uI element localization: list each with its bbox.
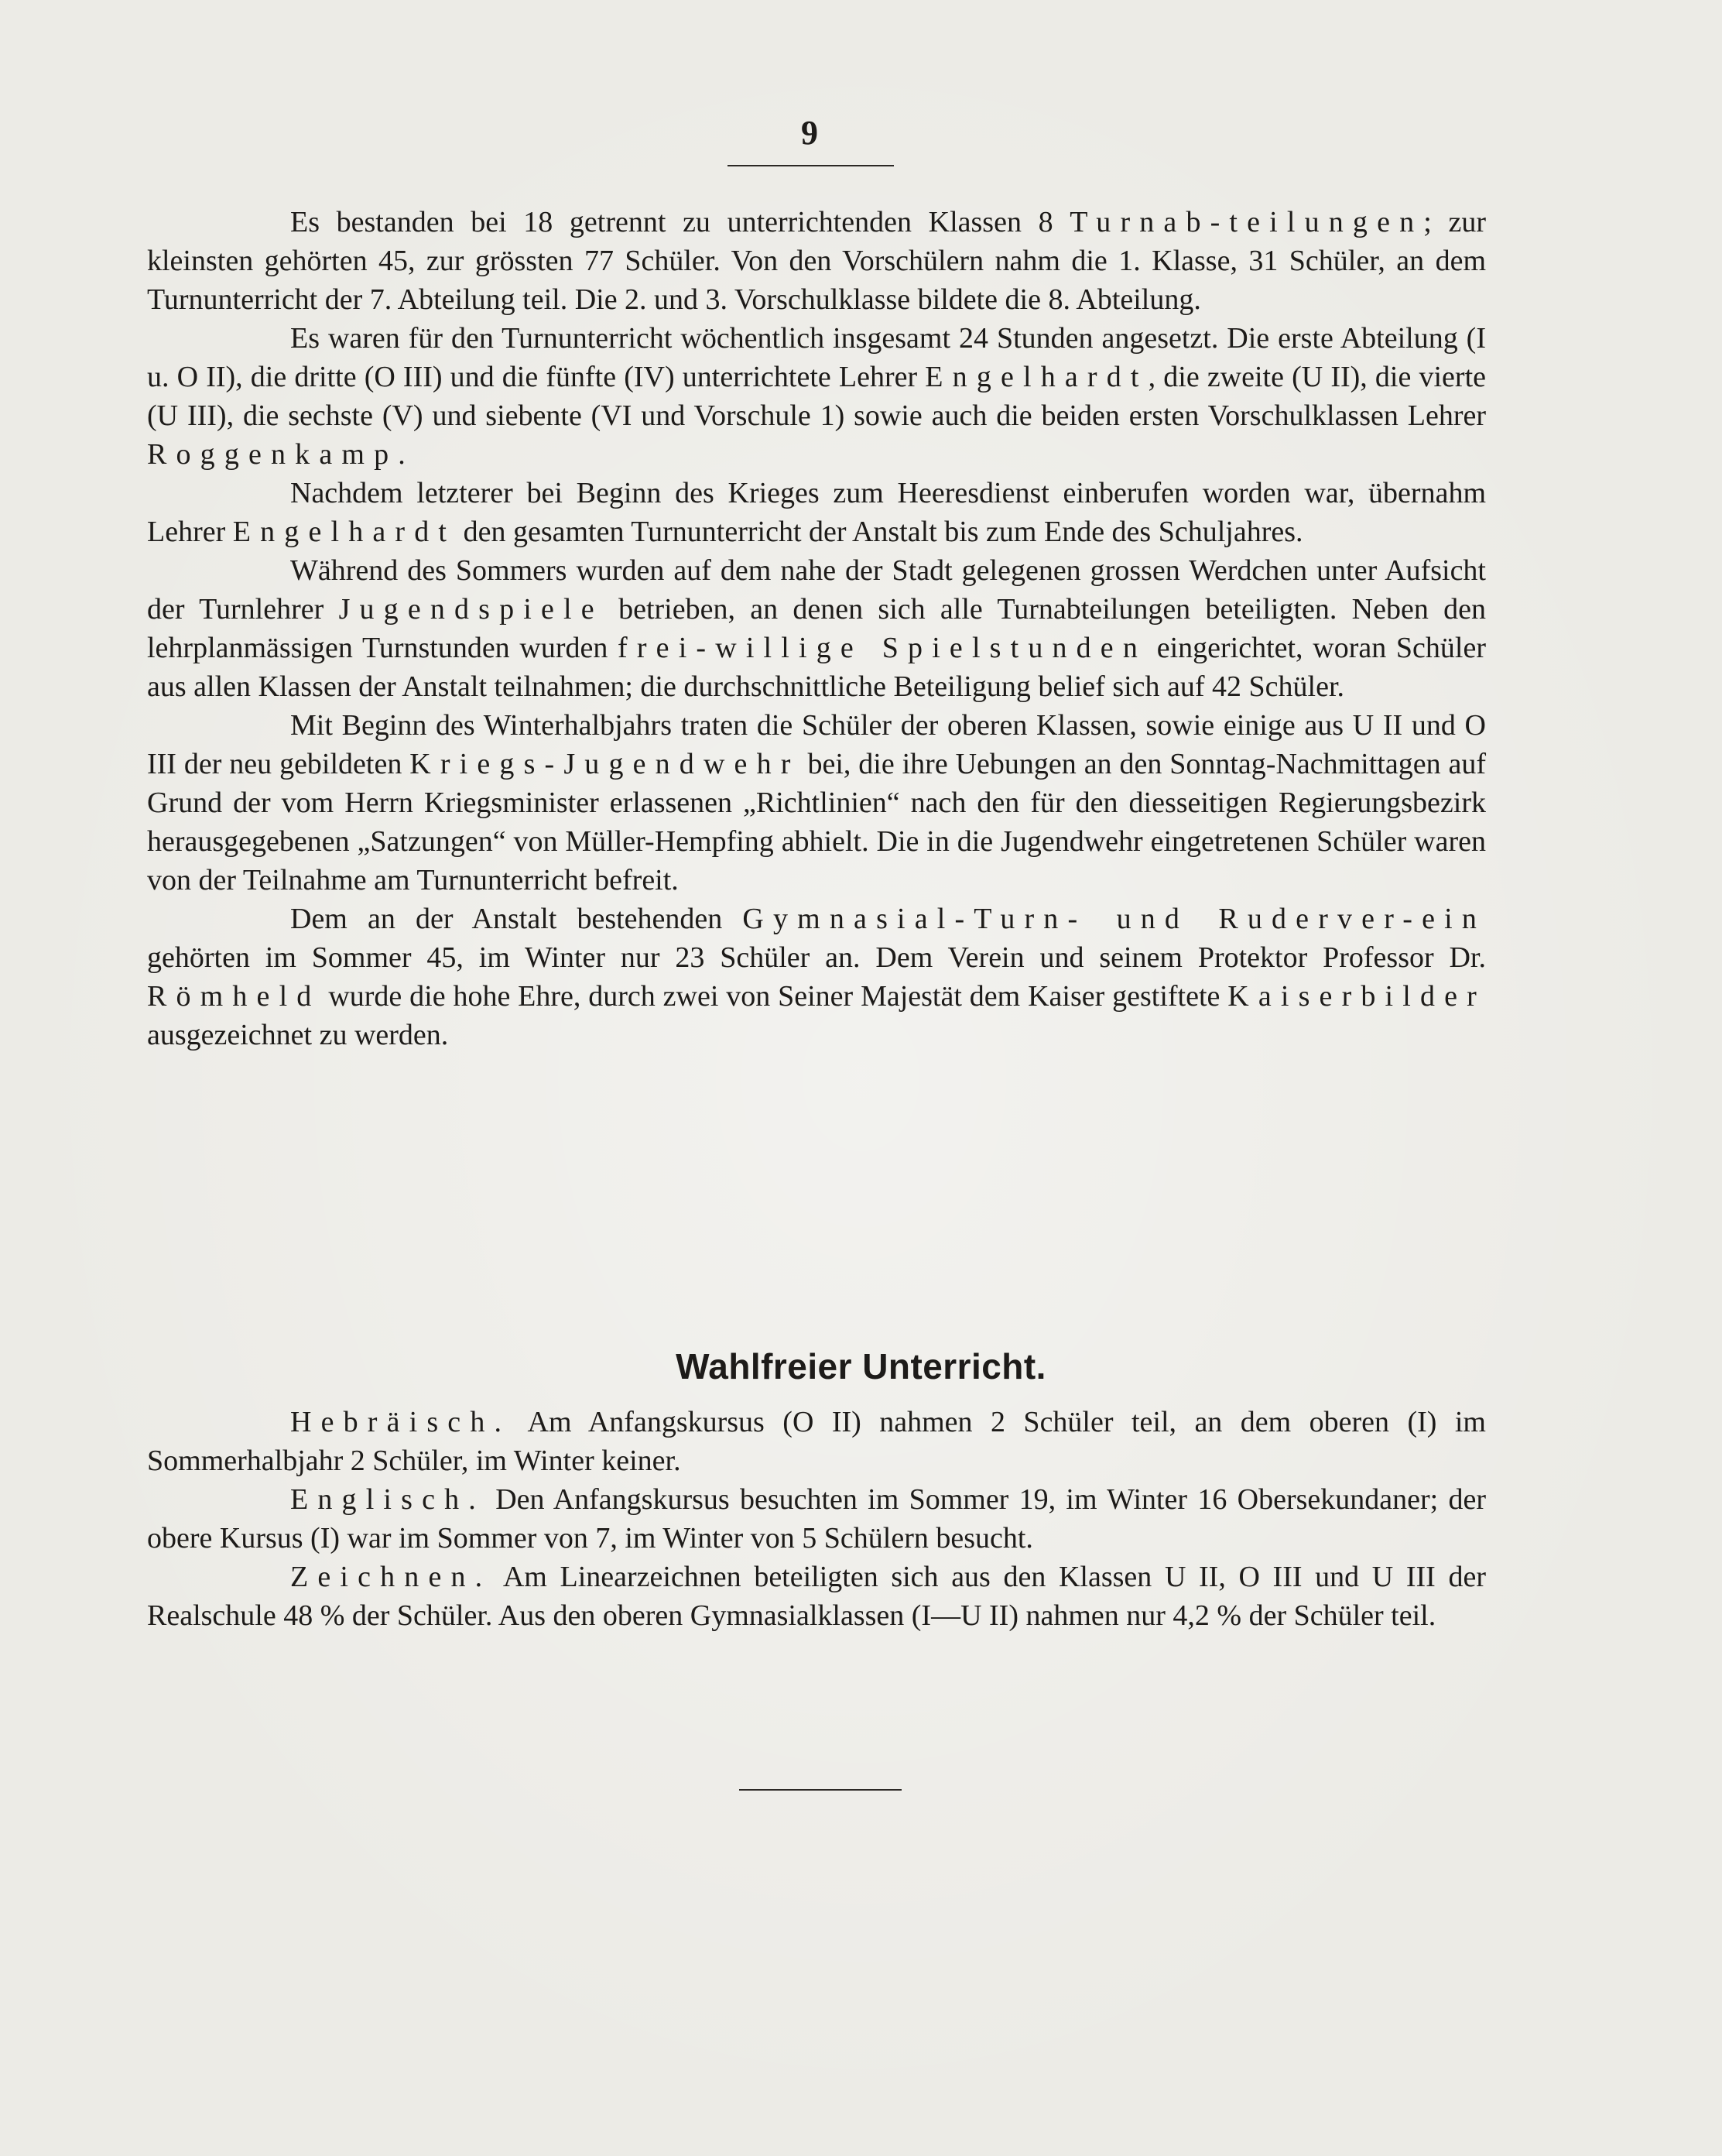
page-number: 9	[801, 114, 818, 152]
paragraph	[147, 474, 1486, 551]
text-run: Mit Beginn des Winterhalbjahrs traten die Schüler der oberen Klassen, sowie einige aus U II und O III der neu gebildeten	[147, 709, 1486, 780]
text-run: Am Linearzeichnen beteiligten sich aus den Klassen U II, O III und U III der Realschule 48 % der Schüler. Aus den oberen Gymnasialklassen (I—U II) nahmen nur 4,2 % der Schüler teil.	[147, 1561, 1486, 1632]
spaced-emphasis: Zeichnen.	[290, 1561, 492, 1593]
spaced-emphasis: Engelhardt	[232, 516, 457, 548]
spaced-emphasis: Turnab-teilungen	[1070, 206, 1424, 238]
text-run: eingerichtet, woran Schüler aus allen Klassen der Anstalt teilnahmen; die durchschnittliche Beteiligung belief sich auf 42 Schüler.	[147, 632, 1486, 703]
text-run: Nachdem letzterer bei Beginn des Krieges zum Heeresdienst einberufen worden war, übernahm Lehrer	[147, 477, 1486, 548]
main-text	[147, 203, 1486, 1054]
text-run: , die zweite (U II), die vierte (U III), die sechste (V) und siebente (VI und Vorschule 1) sowie auch die beiden ersten Vorschulklassen Lehrer	[147, 361, 1486, 432]
text-run: den gesamten Turnunterricht der Anstalt bis zum Ende des Schuljahres.	[456, 516, 1303, 548]
text-run: Den Anfangskursus besuchten im Sommer 19, im Winter 16 Obersekundaner; der obere Kursus (I) war im Sommer von 7, im Winter von 5 Schülern besucht.	[147, 1483, 1486, 1554]
text-run: bei, die ihre Uebungen an den Sonntag-Nachmittagen auf Grund der vom Herrn Kriegsminister erlassenen „Richtlinien“ nach den für den diesseitigen Regierungsbezirk herausgegebenen „Satzungen“ von Müller-Hempfing abhielt. Die in die Jugendwehr eingetretenen Schüler waren von der Teilnahme am Turnunterricht befreit.	[147, 748, 1487, 896]
text-run: gehörten im Sommer 45, im Winter nur 23 Schüler an. Dem Verein und seinem Protektor Professor Dr.	[147, 941, 1486, 974]
spaced-emphasis: Roggenkamp	[147, 438, 399, 471]
paragraph	[147, 551, 1486, 706]
paragraph	[147, 1558, 1486, 1635]
paragraph	[147, 319, 1486, 474]
text-run: ; zur kleinsten gehörten 45, zur grössten 77 Schüler. Von den Vorschülern nahm die 1. Klasse, 31 Schüler, an dem Turnunterricht der 7. Abteilung teil. Die 2. und 3. Vorschulklasse bildete die 8. Abteilung.	[147, 206, 1486, 316]
paragraph	[147, 203, 1486, 319]
paragraph	[147, 706, 1486, 900]
paragraph	[147, 1403, 1486, 1480]
text-run: Es waren für den Turnunterricht wöchentlich insgesamt 24 Stunden angesetzt. Die erste Abteilung (I u. O II), die dritte (O III) und die fünfte (IV) unterrichtete Lehrer	[147, 322, 1486, 393]
text-run: Am Anfangskursus (O II) nahmen 2 Schüler teil, an dem oberen (I) im Sommerhalbjahr 2 Schüler, im Winter keiner.	[147, 1406, 1486, 1477]
spaced-emphasis: Jugendspiele	[338, 593, 604, 626]
spaced-emphasis: frei-willige Spielstunden	[618, 632, 1147, 664]
spaced-emphasis: Römheld	[147, 980, 321, 1013]
text-run: ausgezeichnet zu werden.	[147, 1019, 449, 1051]
header-rule	[727, 165, 894, 166]
paragraph	[147, 900, 1486, 1054]
text-run: wurde die hohe Ehre, durch zwei von Seiner Majestät dem Kaiser gestiftete	[320, 980, 1228, 1013]
text-run: .	[398, 438, 406, 471]
paragraph	[147, 1480, 1486, 1558]
text-run: betrieben, an denen sich alle Turnabteilungen beteiligten. Neben den lehrplanmässigen Turnstunden wurden	[147, 593, 1486, 664]
spaced-emphasis: Englisch.	[290, 1483, 485, 1516]
section-heading: Wahlfreier Unterricht.	[676, 1346, 1046, 1386]
spaced-emphasis: Kriegs-Jugendwehr	[409, 748, 800, 780]
footer-rule	[739, 1789, 902, 1791]
spaced-emphasis: Hebräisch.	[290, 1406, 512, 1438]
spaced-emphasis: Kaiserbilder	[1227, 980, 1486, 1013]
section-text	[147, 1403, 1486, 1635]
text-run: Dem an der Anstalt bestehenden	[290, 903, 743, 935]
spaced-emphasis: Gymnasial-Turn- und Ruderver-ein	[742, 903, 1486, 935]
spaced-emphasis: Engelhardt	[925, 361, 1149, 393]
text-run: Während des Sommers wurden auf dem nahe der Stadt gelegenen grossen Werdchen unter Aufsicht der Turnlehrer	[147, 554, 1486, 626]
text-run: Es bestanden bei 18 getrennt zu unterrichtenden Klassen 8	[290, 206, 1070, 238]
